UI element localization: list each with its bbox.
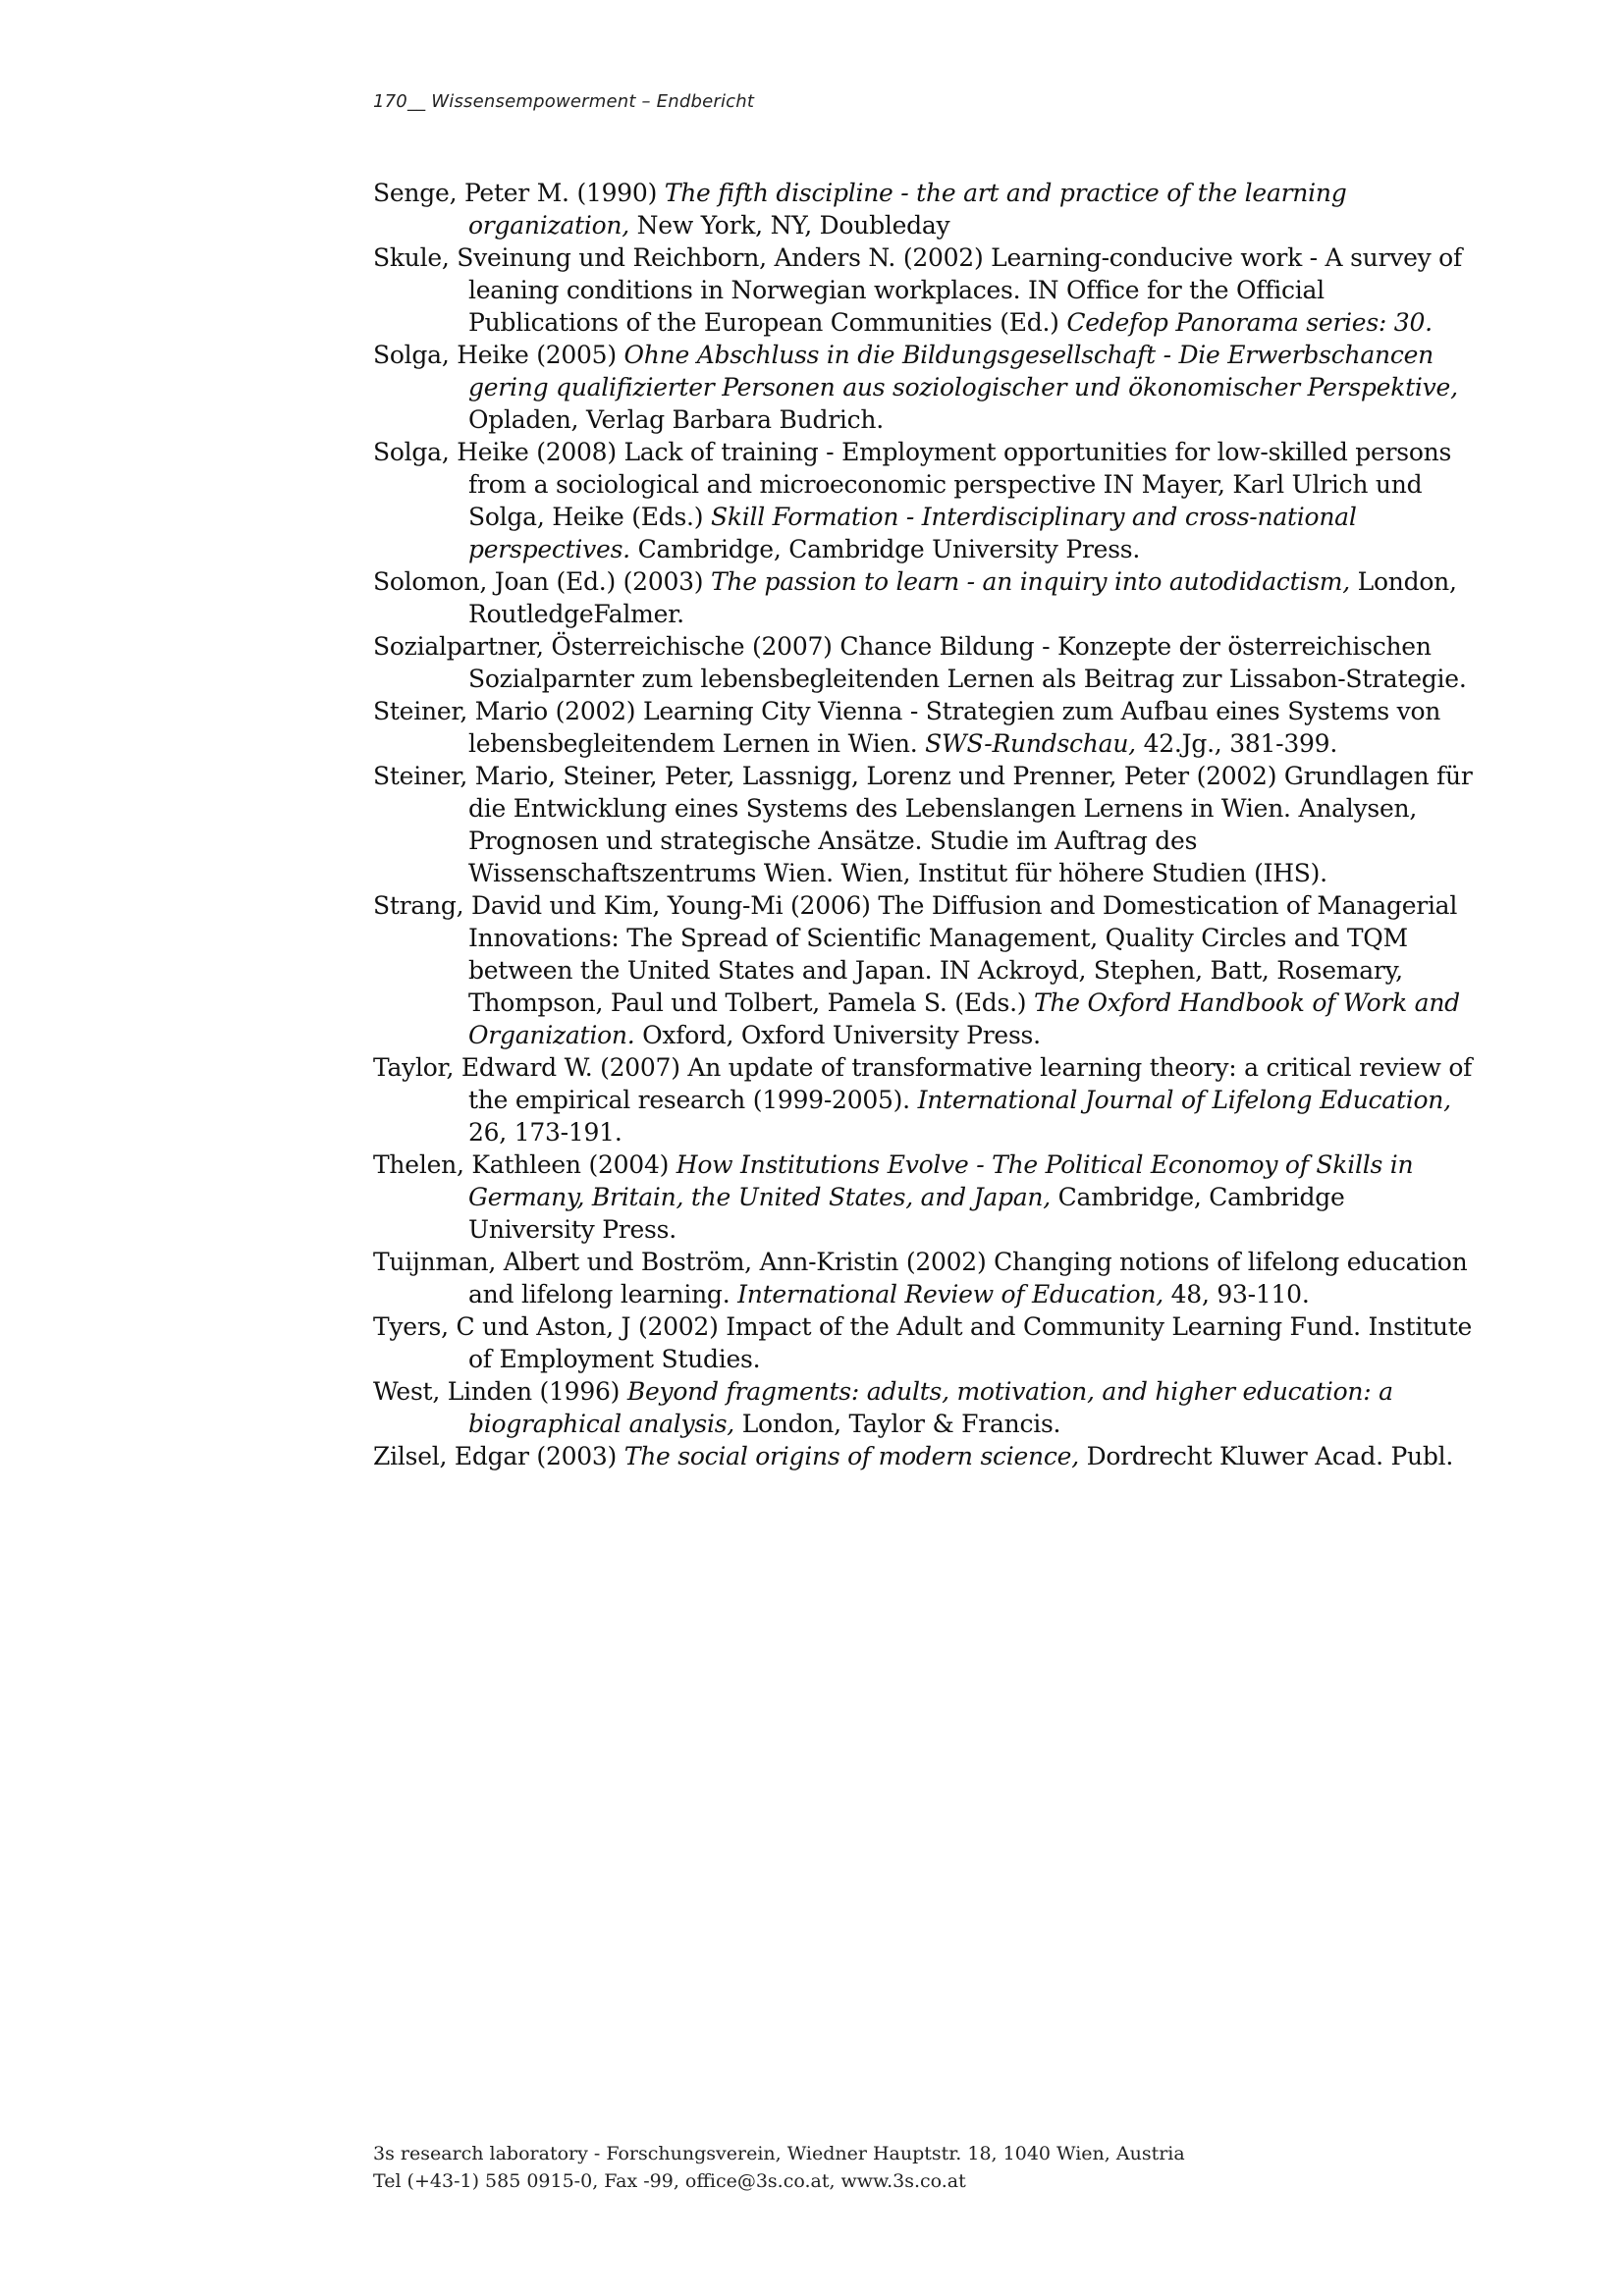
reference-text: Tuijnman, Albert und Boström, Ann-Kristin (2002) Changing notions of lifelong education and lifelong learning. xyxy=(373,1248,1468,1308)
reference-publisher: 42.Jg., 381-399. xyxy=(1135,729,1338,758)
reference-text: West, Linden (1996) xyxy=(373,1377,627,1406)
reference-entry xyxy=(373,630,1473,695)
reference-title: International Review of Education, xyxy=(737,1280,1163,1308)
reference-entry xyxy=(373,241,1473,339)
reference-entry xyxy=(373,1148,1473,1246)
reference-text: Steiner, Mario (2002) Learning City Vienna - Strategien zum Aufbau eines Systems von lebensbegleitendem Lernen in Wien. xyxy=(373,697,1441,758)
reference-entry xyxy=(373,565,1473,630)
bibliography-list xyxy=(373,177,1473,1472)
reference-text: Skule, Sveinung und Reichborn, Anders N. (2002) Learning-conducive work - A survey of leaning conditions in Norwegian workplaces. IN Office for the Official Publications of the European Communities (Ed.) xyxy=(373,243,1462,337)
reference-publisher: London, Taylor & Francis. xyxy=(734,1410,1061,1438)
running-header: 170__ Wissensempowerment – Endbericht xyxy=(373,91,755,112)
reference-text: Strang, David und Kim, Young-Mi (2006) The Diffusion and Domestication of Managerial Innovations: The Spread of Scientific Management, Quality Circles and TQM between the United States and Japan. IN Ackroyd, Stephen, Batt, Rosemary, Thompson, Paul und Tolbert, Pamela S. (Eds.) xyxy=(373,891,1458,1017)
reference-publisher: 48, 93-110. xyxy=(1163,1280,1310,1308)
reference-title: International Journal of Lifelong Education, xyxy=(917,1086,1451,1114)
reference-text: Senge, Peter M. (1990) xyxy=(373,179,665,207)
reference-entry xyxy=(373,1051,1473,1148)
reference-title: Ohne Abschluss in die Bildungsgesellschaft - Die Erwerbschancen gering qualifizierter Personen aus soziologischer und ökonomischer Perspektive, xyxy=(468,341,1458,401)
reference-title: Cedefop Panorama series: 30. xyxy=(1066,308,1433,337)
reference-text: Taylor, Edward W. (2007) An update of transformative learning theory: a critical review of the empirical research (1999-2005). xyxy=(373,1053,1473,1114)
reference-text: Tyers, C und Aston, J (2002) Impact of the Adult and Community Learning Fund. Institute of Employment Studies. xyxy=(373,1312,1473,1373)
reference-title: Skill Formation - Interdisciplinary and cross-national perspectives. xyxy=(468,503,1357,563)
reference-text: Solomon, Joan (Ed.) (2003) xyxy=(373,567,711,596)
page-footer xyxy=(373,2140,1185,2195)
reference-publisher: Oxford, Oxford University Press. xyxy=(634,1021,1041,1049)
reference-publisher: Cambridge, Cambridge University Press. xyxy=(629,535,1141,563)
reference-title: The social origins of modern science, xyxy=(623,1442,1079,1470)
reference-title: The Oxford Handbook of Work and Organization. xyxy=(468,988,1460,1049)
reference-entry xyxy=(373,436,1473,565)
reference-entry xyxy=(373,1440,1473,1472)
reference-title: SWS-Rundschau, xyxy=(925,729,1136,758)
reference-entry xyxy=(373,889,1473,1051)
reference-title: How Institutions Evolve - The Political Economoy of Skills in Germany, Britain, the United States, and Japan, xyxy=(468,1150,1414,1211)
reference-publisher: New York, NY, Doubleday xyxy=(628,211,950,240)
reference-text: Thelen, Kathleen (2004) xyxy=(373,1150,676,1179)
reference-entry xyxy=(373,1310,1473,1375)
reference-entry xyxy=(373,1375,1473,1440)
reference-text: Solga, Heike (2008) Lack of training - Employment opportunities for low-skilled persons from a sociological and microeconomic perspective IN Mayer, Karl Ulrich und Solga, Heike (Eds.) xyxy=(373,438,1452,531)
footer-address: 3s research laboratory - Forschungsverein, Wiedner Hauptstr. 18, 1040 Wien, Austria xyxy=(373,2143,1185,2164)
reference-text: Steiner, Mario, Steiner, Peter, Lassnigg, Lorenz und Prenner, Peter (2002) Grundlagen für die Entwicklung eines Systems des Lebenslangen Lernens in Wien. Analysen, Prognosen und strategische Ansätze. Studie im Auftrag des Wissenschaftszentrums Wien. Wien, Institut für höhere Studien (IHS). xyxy=(373,762,1473,887)
reference-text: Solga, Heike (2005) xyxy=(373,341,624,369)
reference-title: Beyond fragments: adults, motivation, and higher education: a biographical analysis, xyxy=(468,1377,1393,1438)
reference-text: Zilsel, Edgar (2003) xyxy=(373,1442,624,1470)
reference-entry xyxy=(373,1246,1473,1310)
reference-entry xyxy=(373,339,1473,436)
reference-text: Sozialpartner, Österreichische (2007) Chance Bildung - Konzepte der österreichischen Sozialparnter zum lebensbegleitenden Lernen als Beitrag zur Lissabon-Strategie. xyxy=(373,632,1467,693)
reference-title: The fifth discipline - the art and practice of the learning organization, xyxy=(468,179,1347,240)
reference-publisher: Dordrecht Kluwer Acad. Publ. xyxy=(1078,1442,1454,1470)
reference-title: The passion to learn - an inquiry into autodidactism, xyxy=(710,567,1350,596)
reference-entry xyxy=(373,760,1473,889)
reference-publisher: Opladen, Verlag Barbara Budrich. xyxy=(468,405,884,434)
reference-publisher: 26, 173-191. xyxy=(468,1118,622,1147)
reference-entry xyxy=(373,177,1473,241)
reference-entry xyxy=(373,695,1473,760)
footer-contact: Tel (+43-1) 585 0915-0, Fax -99, office@3s.co.at, www.3s.co.at xyxy=(373,2170,966,2192)
reference-publisher: Cambridge, Cambridge University Press. xyxy=(468,1183,1345,1244)
reference-publisher: London, RoutledgeFalmer. xyxy=(468,567,1457,628)
